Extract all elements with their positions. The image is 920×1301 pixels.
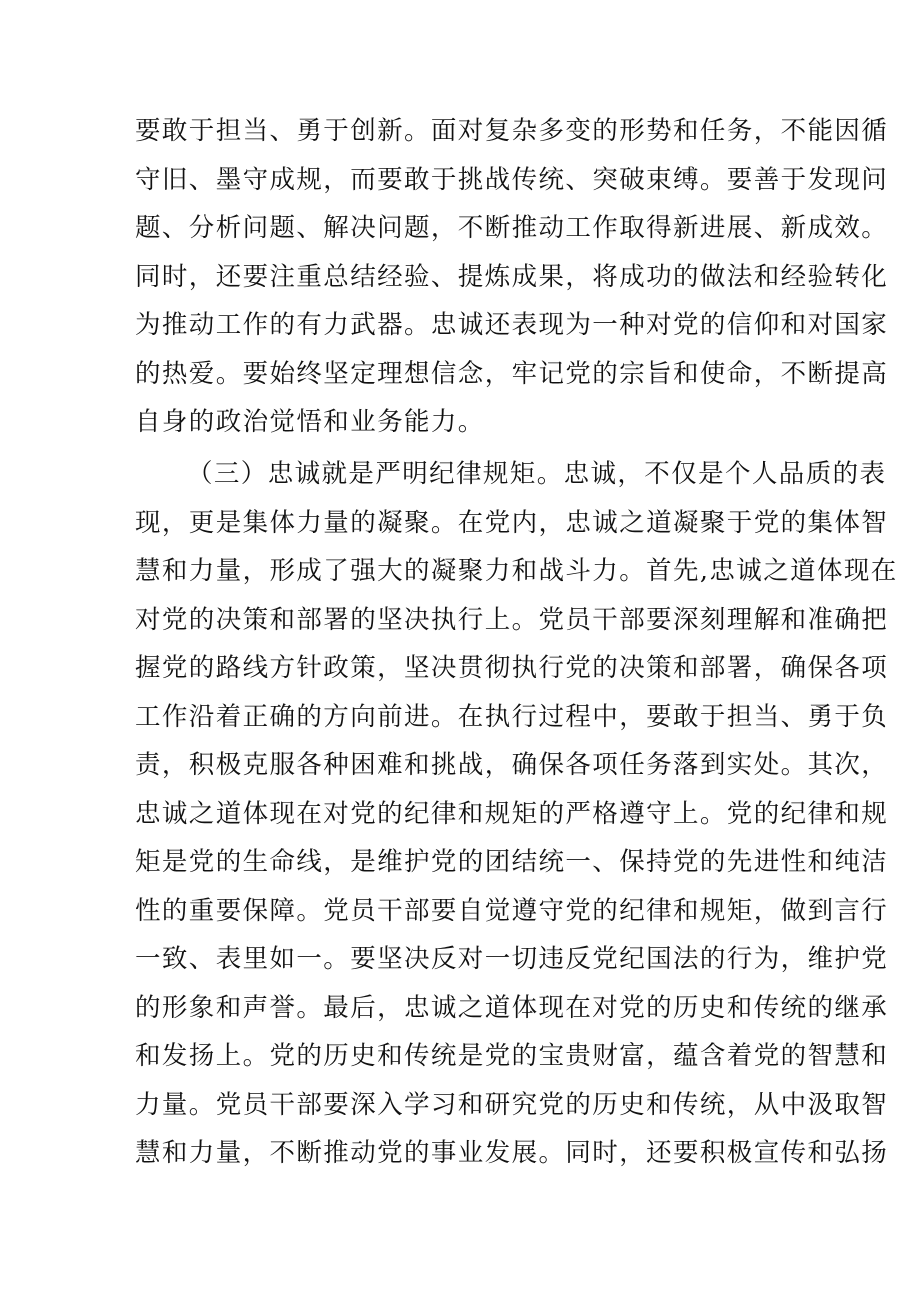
text-line: 和发扬上。党的历史和传统是党的宝贵财富，蕴含着党的智慧和 [135, 1041, 889, 1071]
text-line: 对党的决策和部署的坚决执行上。党员干部要深刻理解和准确把 [135, 604, 889, 635]
text-line: 慧和力量，不断推动党的事业发展。同时，还要积极宣传和弘扬 [135, 1138, 889, 1168]
text-line: 性的重要保障。党员干部要自觉遵守党的纪律和规矩，做到言行 [135, 895, 889, 926]
text-line: 矩是党的生命线，是维护党的团结统一、保持党的先进性和纯洁 [135, 847, 889, 877]
text-line: 的形象和声誉。最后，忠诚之道体现在对党的历史和传统的继承 [135, 992, 889, 1023]
text-line: 同时，还要注重总结经验、提炼成果，将成功的做法和经验转化 [135, 261, 889, 292]
text-line: 守旧、墨守成规，而要敢于挑战传统、突破束缚。要善于发现问 [135, 164, 889, 195]
text-line: 为推动工作的有力武器。忠诚还表现为一种对党的信仰和对国家 [135, 310, 889, 340]
section-heading-line: （三）忠诚就是严明纪律规矩。忠诚，不仅是个人品质的表 [187, 459, 887, 489]
text-line: 题、分析问题、解决问题，不断推动工作取得新进展、新成效。 [135, 213, 889, 243]
text-line: 一致、表里如一。要坚决反对一切违反党纪国法的行为，维护党 [135, 944, 889, 974]
text-line: 自身的政治觉悟和业务能力。 [135, 407, 485, 437]
text-line: 的热爱。要始终坚定理想信念，牢记党的宗旨和使命，不断提高 [135, 358, 889, 389]
text-line: 工作沿着正确的方向前进。在执行过程中，要敢于担当、勇于负 [135, 701, 889, 732]
text-line: 要敢于担当、勇于创新。面对复杂多变的形势和任务，不能因循 [135, 116, 889, 146]
text-line: 责，积极克服各种困难和挑战，确保各项任务落到实处。其次， [135, 750, 889, 780]
text-line: 握党的路线方针政策，坚决贯彻执行党的决策和部署，确保各项 [135, 653, 889, 683]
text-line: 忠诚之道体现在对党的纪律和规矩的严格遵守上。党的纪律和规 [135, 798, 889, 829]
text-line: 力量。党员干部要深入学习和研究党的历史和传统，从中汲取智 [135, 1089, 889, 1120]
text-line: 现，更是集体力量的凝聚。在党内，忠诚之道凝聚于党的集体智 [135, 507, 889, 538]
paragraph-continuation [135, 107, 889, 447]
text-line: 慧和力量，形成了强大的凝聚力和战斗力。首先,忠诚之道体现在 [135, 556, 898, 586]
paragraph-section-three [135, 450, 898, 1178]
